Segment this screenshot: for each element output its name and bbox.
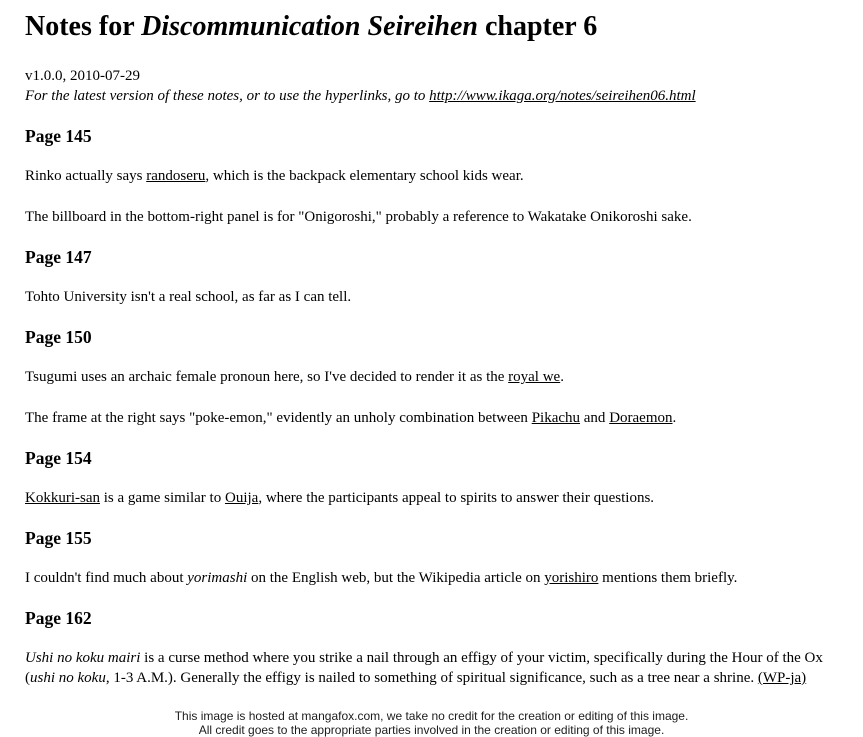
italic-term: yorimashi (187, 570, 248, 586)
note-paragraph (25, 367, 839, 387)
note-paragraph (25, 648, 839, 688)
note-text: I couldn't find much about (25, 570, 188, 586)
note-text: , 1-3 A.M.). Generally the effigy is nailed to something of spiritual significance, such as a tree near a shrine. (105, 670, 758, 686)
note-text: . (560, 369, 564, 385)
note-text: is a curse method where you strike a nail through an effigy of your victim, specifically during the Hour of the Ox ( (25, 650, 823, 686)
note-paragraph (25, 166, 839, 186)
section-heading: Page 155 (25, 528, 92, 548)
note-text: , which is the backpack elementary school kids wear. (205, 168, 524, 184)
note-link[interactable]: yorishiro (544, 570, 599, 586)
section-heading: Page 162 (25, 608, 92, 628)
version-line: v1.0.0, 2010-07-29 (25, 68, 140, 84)
italic-term: ushi no koku (30, 670, 106, 686)
note-text: on the English web, but the Wikipedia article on (247, 570, 545, 586)
page-title-series-name: Discommunication Seireihen (141, 11, 478, 42)
note-text: Rinko actually says (25, 168, 147, 184)
note-text: and (580, 410, 610, 426)
note-link[interactable]: (WP-ja) (757, 670, 807, 686)
note-link[interactable]: Kokkuri-san (25, 490, 100, 506)
note-link[interactable]: Pikachu (531, 410, 581, 426)
page-title (25, 12, 839, 42)
note-paragraph (25, 568, 839, 588)
note-text: , where the participants appeal to spirits to answer their questions. (258, 490, 655, 506)
note-link[interactable]: Doraemon (609, 410, 673, 426)
note-text: The billboard in the bottom-right panel is for "Onigoroshi," probably a reference to Wakatake Onikoroshi sake. (25, 209, 692, 225)
section-heading: Page 145 (25, 126, 92, 146)
note-paragraph (25, 207, 839, 227)
note-text: is a game similar to (100, 490, 225, 506)
disclaimer-line-2: All credit goes to the appropriate parties involved in the creation or editing of this image. (198, 723, 665, 737)
italic-term: Ushi no koku mairi (25, 650, 141, 666)
latest-version-text: For the latest version of these notes, or to use the hyperlinks, go to (25, 88, 430, 104)
section-heading: Page 154 (25, 448, 92, 468)
note-text: Tohto University isn't a real school, as far as I can tell. (25, 289, 352, 305)
section-heading: Page 147 (25, 247, 92, 267)
page-title-suffix: chapter 6 (477, 11, 598, 42)
note-link[interactable]: Ouija (224, 490, 259, 506)
note-link[interactable]: royal we (508, 369, 561, 385)
section-heading: Page 150 (25, 327, 92, 347)
note-link[interactable]: randoseru (146, 168, 206, 184)
hosting-disclaimer (0, 709, 863, 737)
note-text: Tsugumi uses an archaic female pronoun here, so I've decided to render it as the (25, 369, 509, 385)
page-title-prefix: Notes for (25, 11, 142, 42)
note-paragraph (25, 287, 839, 307)
note-paragraph (25, 408, 839, 428)
disclaimer-line-1: This image is hosted at mangafox.com, we take no credit for the creation or editing of this image. (174, 709, 689, 723)
note-paragraph (25, 488, 839, 508)
note-text: The frame at the right says "poke-emon," evidently an unholy combination between (25, 410, 532, 426)
latest-version-link[interactable]: http://www.ikaga.org/notes/seireihen06.html (429, 88, 696, 104)
note-text: . (672, 410, 677, 426)
note-text: mentions them briefly. (598, 570, 738, 586)
latest-version-line (25, 86, 839, 106)
version-info (25, 66, 839, 106)
notes-sections (25, 127, 839, 688)
